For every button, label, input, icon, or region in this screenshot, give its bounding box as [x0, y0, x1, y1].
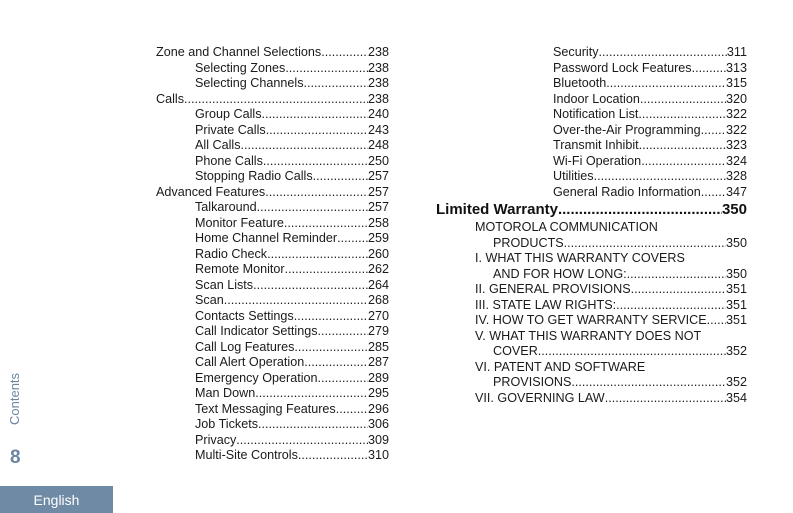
dot-leader: [184, 92, 368, 108]
dot-leader: [606, 76, 726, 92]
toc-entry-title: Phone Calls: [195, 153, 263, 168]
toc-entry[interactable]: [156, 448, 389, 464]
toc-entry[interactable]: [156, 309, 389, 325]
toc-entry-title: General Radio Information: [553, 184, 701, 199]
toc-entry-title: Call Indicator Settings: [195, 324, 318, 338]
toc-entry[interactable]: [436, 298, 747, 314]
dot-leader: [616, 298, 726, 314]
toc-entry-title: Scan: [195, 293, 224, 307]
toc-entry-title: Selecting Zones: [195, 60, 286, 75]
dot-leader: [313, 169, 368, 185]
toc-entry-page: 264: [367, 277, 389, 292]
toc-entry-title: Privacy: [195, 432, 237, 447]
toc-entry-page: 351: [725, 282, 747, 296]
toc-entry[interactable]: [156, 200, 389, 216]
toc-entry-title: Home Channel Reminder: [195, 231, 338, 245]
toc-entry-page: 279: [367, 324, 389, 338]
dot-leader: [594, 169, 726, 185]
toc-entry-title: Multi-Site Controls: [195, 448, 298, 462]
dot-leader: [263, 154, 368, 170]
toc-entry-page: 258: [367, 215, 389, 230]
toc-entry-page: 260: [367, 246, 389, 261]
dot-leader: [627, 267, 726, 283]
dot-leader: [241, 138, 368, 154]
toc-entry-page: 250: [367, 153, 389, 168]
toc-entry[interactable]: [436, 282, 747, 298]
toc-entry-page: 243: [367, 122, 389, 137]
toc-entry-page: 309: [367, 432, 389, 447]
dot-leader: [255, 386, 368, 402]
dot-leader: [707, 313, 726, 329]
toc-entry-title: IV. HOW TO GET WARRANTY SERVICE: [475, 313, 707, 327]
toc-entry[interactable]: [436, 391, 747, 407]
toc-entry-title: Scan Lists: [195, 277, 254, 292]
dot-leader: [336, 402, 368, 418]
toc-entry-page: 322: [725, 107, 747, 121]
dot-leader: [538, 344, 726, 360]
toc-left-column: [156, 45, 389, 464]
toc-entry[interactable]: [436, 92, 747, 108]
toc-entry-page: 351: [725, 313, 747, 327]
dot-leader: [304, 76, 368, 92]
toc-entry-title: Bluetooth: [553, 76, 607, 90]
dot-leader: [258, 417, 368, 433]
page-number: 8: [10, 447, 21, 468]
toc-entry-page: 350: [725, 266, 747, 281]
toc-entry-page: 324: [725, 153, 747, 168]
toc-entry-page: 350: [721, 201, 747, 218]
toc-entry-page: 352: [725, 375, 747, 389]
toc-entry[interactable]: [156, 45, 389, 61]
dot-leader: [294, 340, 368, 356]
toc-entry-page: 257: [367, 200, 389, 214]
toc-entry-title: Selecting Channels: [195, 76, 304, 90]
toc-entry-page: 238: [367, 60, 389, 75]
toc-entry[interactable]: [156, 386, 389, 402]
toc-entry-page: 270: [367, 308, 389, 323]
toc-entry[interactable]: [156, 76, 389, 92]
toc-entry-title: Group Calls: [195, 107, 262, 121]
toc-entry-title: Radio Check: [195, 246, 268, 261]
toc-entry[interactable]: [156, 107, 389, 123]
toc-entry-title: Indoor Location: [553, 91, 640, 106]
toc-entry-page: 259: [367, 231, 389, 245]
toc-entry[interactable]: [156, 402, 389, 418]
section-label: Contents: [7, 372, 22, 425]
toc-entry-page: 268: [367, 293, 389, 307]
toc-entry-title: I. WHAT THIS WARRANTY COVERS: [475, 251, 685, 265]
toc-entry-title: All Calls: [195, 138, 241, 152]
toc-entry-page: 350: [725, 235, 747, 250]
toc-entry[interactable]: [156, 61, 389, 77]
toc-entry-page: 328: [725, 169, 747, 183]
toc-entry[interactable]: [436, 375, 747, 391]
toc-entry-page: 295: [367, 386, 389, 400]
toc-entry-title: Job Tickets: [195, 417, 258, 431]
toc-entry-title: Contacts Settings: [195, 308, 294, 323]
toc-entry-title: Notification List: [553, 107, 639, 121]
toc-entry-title: V. WHAT THIS WARRANTY DOES NOT: [475, 328, 702, 343]
dot-leader: [285, 61, 368, 77]
toc-right-column: [436, 45, 747, 406]
dot-leader: [631, 282, 726, 298]
dot-leader: [266, 123, 368, 139]
dot-leader: [294, 309, 368, 325]
toc-entry-title: VII. GOVERNING LAW: [475, 390, 605, 405]
toc-entry[interactable]: [156, 417, 389, 433]
dot-leader: [318, 324, 368, 340]
toc-entry-title: Private Calls: [195, 122, 266, 137]
toc-entry-title: Utilities: [553, 169, 594, 183]
dot-leader: [257, 200, 368, 216]
toc-entry-page: 285: [367, 339, 389, 354]
toc-entry-title: III. STATE LAW RIGHTS:: [475, 297, 617, 312]
toc-entry-title: Zone and Channel Selections: [156, 45, 322, 59]
dot-leader: [265, 185, 368, 201]
toc-entry-page: 347: [725, 184, 747, 199]
toc-entry[interactable]: [156, 371, 389, 387]
toc-entry-page: 352: [725, 344, 747, 358]
toc-entry-title: PRODUCTS: [493, 235, 564, 250]
toc-entry-title: Remote Monitor: [195, 262, 285, 276]
toc-entry-title: Call Alert Operation: [195, 355, 305, 369]
dot-leader: [638, 107, 726, 123]
toc-entry-page: 313: [725, 60, 747, 75]
toc-entry[interactable]: [156, 340, 389, 356]
toc-entry-page: 289: [367, 370, 389, 385]
toc-entry-page: 323: [725, 138, 747, 152]
toc-entry-page: 354: [725, 390, 747, 405]
dot-leader: [321, 45, 368, 61]
toc-entry-title: Man Down: [195, 386, 256, 400]
toc-entry-title: Password Lock Features: [553, 60, 692, 75]
toc-entry[interactable]: [156, 247, 389, 263]
toc-entry-title: Advanced Features: [156, 184, 266, 199]
dot-leader: [692, 61, 726, 77]
dot-leader: [298, 448, 368, 464]
toc-entry-page: 351: [725, 297, 747, 312]
toc-entry[interactable]: [436, 185, 747, 201]
toc-entry[interactable]: [156, 185, 389, 201]
dot-leader: [564, 236, 726, 252]
dot-leader: [337, 231, 368, 247]
toc-entry-page: 257: [367, 184, 389, 199]
dot-leader: [641, 154, 726, 170]
toc-entry[interactable]: [436, 138, 747, 154]
language-tab[interactable]: English: [0, 486, 113, 513]
toc-entry[interactable]: [436, 267, 747, 283]
toc-entry[interactable]: [436, 251, 747, 267]
toc-entry-title: Calls: [156, 91, 184, 106]
dot-leader: [267, 247, 368, 263]
toc-entry[interactable]: [436, 45, 747, 61]
toc-entry-title: II. GENERAL PROVISIONS: [475, 282, 631, 296]
toc-entry[interactable]: [436, 107, 747, 123]
toc-entry[interactable]: [156, 324, 389, 340]
toc-entry[interactable]: [436, 236, 747, 252]
toc-entry-title: Monitor Feature: [195, 215, 284, 230]
dot-leader: [304, 355, 368, 371]
toc-entry[interactable]: [156, 123, 389, 139]
dot-leader: [318, 371, 368, 387]
toc-entry-page: 296: [367, 401, 389, 416]
toc-entry-title: MOTOROLA COMMUNICATION: [475, 220, 658, 234]
toc-entry-page: 322: [725, 122, 747, 137]
dot-leader: [262, 107, 368, 123]
toc-entry-title: Text Messaging Features: [195, 401, 336, 416]
toc-entry-title: COVER: [493, 344, 538, 358]
dot-leader: [285, 262, 368, 278]
toc-entry-page: 306: [367, 417, 389, 431]
toc-entry[interactable]: [436, 169, 747, 185]
toc-entry-title: Call Log Features: [195, 339, 295, 354]
toc-entry[interactable]: [156, 433, 389, 449]
toc-entry-title: VI. PATENT AND SOFTWARE: [475, 359, 646, 374]
toc-entry[interactable]: [436, 360, 747, 376]
toc-entry[interactable]: [436, 329, 747, 345]
toc-entry-title: Talkaround: [195, 200, 257, 214]
dot-leader: [639, 138, 726, 154]
dot-leader: [284, 216, 368, 232]
toc-entry[interactable]: [436, 154, 747, 170]
toc-entry[interactable]: [156, 169, 389, 185]
toc-entry-page: 238: [367, 91, 389, 106]
toc-entry[interactable]: [436, 61, 747, 77]
dot-leader: [236, 433, 368, 449]
toc-entry-title: Limited Warranty: [436, 201, 558, 218]
toc-entry-page: 240: [367, 107, 389, 121]
dot-leader: [571, 375, 726, 391]
toc-entry[interactable]: [156, 216, 389, 232]
dot-leader: [701, 185, 726, 201]
toc-entry[interactable]: [436, 200, 747, 220]
toc-entry-title: Security: [553, 45, 599, 59]
toc-entry-page: 310: [367, 448, 389, 462]
toc-entry[interactable]: [156, 154, 389, 170]
toc-entry-title: Wi-Fi Operation: [553, 153, 642, 168]
toc-entry[interactable]: [156, 293, 389, 309]
dot-leader: [599, 45, 727, 61]
toc-entry[interactable]: [156, 92, 389, 108]
toc-entry-title: Stopping Radio Calls: [195, 169, 313, 183]
toc-entry-page: 262: [367, 262, 389, 276]
toc-entry-page: 287: [367, 355, 389, 369]
dot-leader: [605, 391, 726, 407]
toc-entry[interactable]: [436, 344, 747, 360]
dot-leader: [253, 278, 368, 294]
dot-leader: [640, 92, 726, 108]
toc-entry[interactable]: [156, 231, 389, 247]
toc-entry-title: Transmit Inhibit: [553, 138, 639, 152]
toc-entry-page: 238: [367, 76, 389, 90]
toc-entry[interactable]: [436, 76, 747, 92]
toc-entry[interactable]: [156, 138, 389, 154]
toc-entry[interactable]: [436, 220, 747, 236]
toc-entry[interactable]: [436, 123, 747, 139]
toc-entry-page: 311: [726, 45, 747, 59]
toc-entry-page: 315: [725, 76, 747, 90]
dot-leader: [224, 293, 368, 309]
dot-leader: [558, 200, 722, 220]
toc-entry-title: AND FOR HOW LONG:: [493, 266, 627, 281]
dot-leader: [701, 123, 726, 139]
toc-entry[interactable]: [436, 313, 747, 329]
toc-entry-title: Over-the-Air Programming: [553, 122, 701, 137]
toc-entry-title: Emergency Operation: [195, 370, 318, 385]
toc-entry[interactable]: [156, 355, 389, 371]
toc-entry-page: 257: [367, 169, 389, 183]
toc-entry-title: PROVISIONS: [493, 375, 572, 389]
toc-entry[interactable]: [156, 278, 389, 294]
toc-entry-page: 320: [725, 91, 747, 106]
toc-entry-page: 238: [367, 45, 389, 59]
toc-entry[interactable]: [156, 262, 389, 278]
toc-entry-page: 248: [367, 138, 389, 152]
